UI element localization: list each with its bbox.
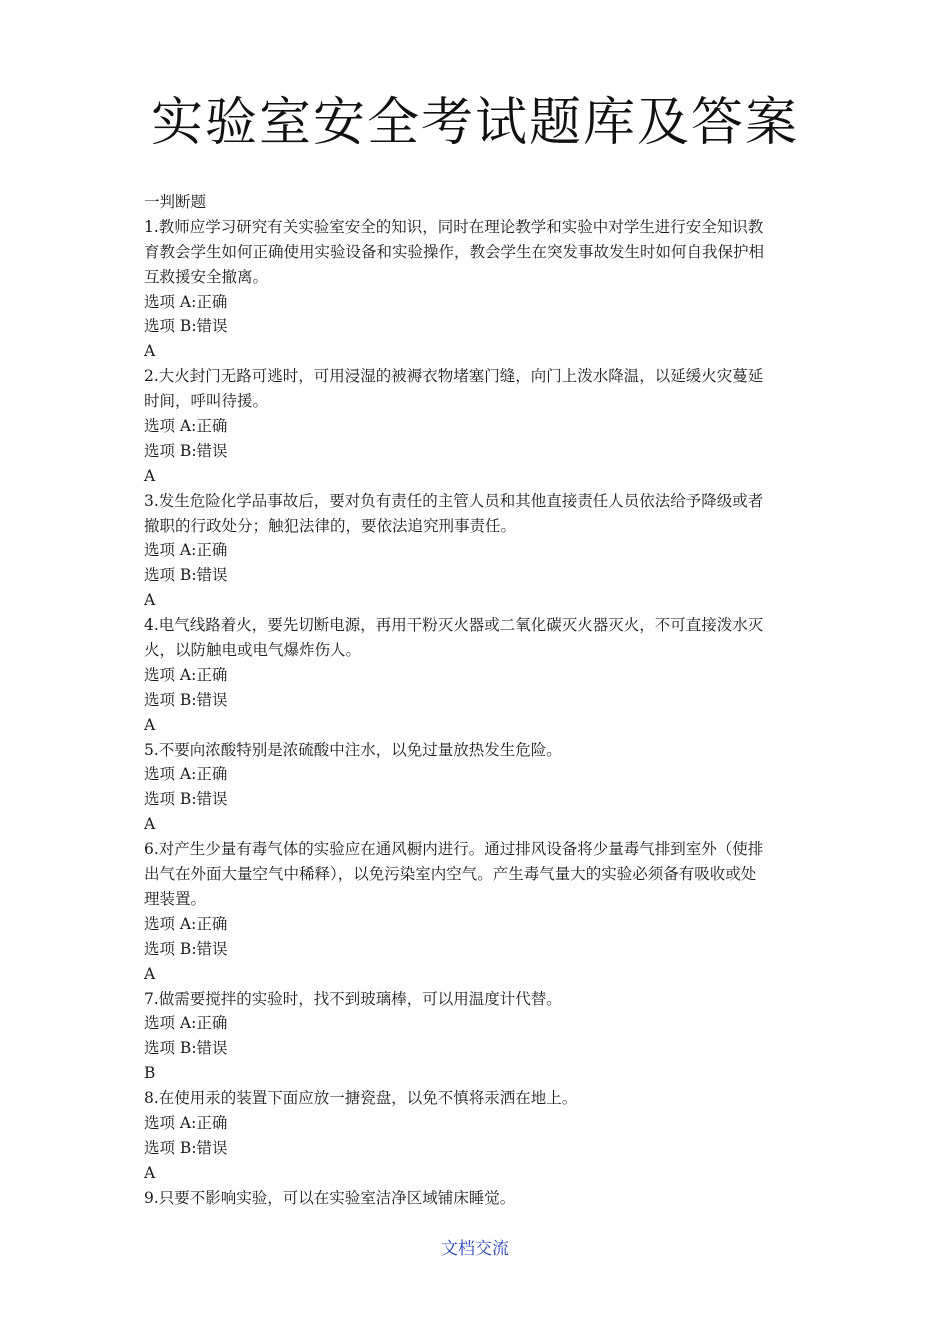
question-item — [144, 489, 810, 613]
question-text-line: 理装置。 — [144, 889, 207, 908]
option-b: 选项 B:错误 — [144, 441, 228, 460]
question-text-line: 6.对产生少量有毒气体的实验应在通风橱内进行。通过排风设备将少量毒气排到室外（使排 — [144, 840, 764, 859]
question-item — [144, 1086, 810, 1186]
footer-link[interactable]: 文档交流 — [441, 1239, 509, 1259]
question-text-line: 7.做需要搅拌的实验时，找不到玻璃棒，可以用温度计代替。 — [144, 989, 562, 1008]
question-text-line: 3.发生危险化学品事故后，要对负有责任的主管人员和其他直接责任人员依法给予降级或者 — [144, 491, 764, 510]
option-a: 选项 A:正确 — [144, 417, 228, 436]
question-list — [144, 190, 810, 1211]
option-b: 选项 B:错误 — [144, 690, 228, 709]
document-title: 实验室安全考试题库及答案 — [150, 93, 799, 153]
question-item — [144, 987, 810, 1087]
question-item — [144, 837, 810, 986]
answer-key: A — [144, 466, 156, 485]
question-text-line: 育教会学生如何正确使用实验设备和实验操作，教会学生在突发事故发生时如何自我保护相 — [144, 242, 765, 261]
option-a: 选项 A:正确 — [144, 292, 228, 311]
question-text-line: 火，以防触电或电气爆炸伤人。 — [144, 641, 362, 660]
answer-key: A — [144, 1163, 156, 1182]
option-b: 选项 B:错误 — [144, 790, 228, 809]
answer-key: B — [144, 1064, 156, 1083]
section-heading: 一判断题 — [144, 193, 207, 211]
answer-key: A — [144, 342, 156, 361]
question-text-line: 9.只要不影响实验，可以在实验室洁净区域铺床睡觉。 — [144, 1188, 516, 1207]
question-text-line: 4.电气线路着火，要先切断电源，再用干粉灭火器或二氧化碳灭火器灭火，不可直接泼水灭 — [144, 616, 764, 635]
question-item — [144, 738, 810, 838]
answer-key: A — [144, 815, 156, 834]
question-text-line: 互救援安全撤离。 — [144, 267, 269, 286]
answer-key: A — [144, 964, 156, 983]
option-b: 选项 B:错误 — [144, 566, 228, 585]
option-b: 选项 B:错误 — [144, 939, 228, 958]
question-text-line: 时间，呼叫待援。 — [144, 392, 269, 411]
question-text-line: 2.大火封门无路可逃时，可用浸湿的被褥衣物堵塞门缝，向门上泼水降温，以延缓火灾蔓延 — [144, 367, 764, 386]
option-b: 选项 B:错误 — [144, 1138, 228, 1157]
question-text-line: 出气在外面大量空气中稀释），以免污染室内空气。产生毒气量大的实验必须备有吸收或处 — [144, 865, 757, 884]
option-a: 选项 A:正确 — [144, 1113, 228, 1132]
question-text-line: 8.在使用汞的装置下面应放一搪瓷盘，以免不慎将汞洒在地上。 — [144, 1089, 578, 1108]
option-a: 选项 A:正确 — [144, 665, 228, 684]
question-text-line: 撤职的行政处分；触犯法律的，要依法追究刑事责任。 — [144, 516, 517, 535]
option-a: 选项 A:正确 — [144, 914, 228, 933]
question-item — [144, 613, 810, 737]
option-a: 选项 A:正确 — [144, 765, 228, 784]
question-item — [144, 215, 810, 364]
question-text-line: 5.不要向浓酸特别是浓硫酸中注水，以免过量放热发生危险。 — [144, 740, 562, 759]
option-a: 选项 A:正确 — [144, 541, 228, 560]
option-a: 选项 A:正确 — [144, 1014, 228, 1033]
answer-key: A — [144, 591, 156, 610]
option-b: 选项 B:错误 — [144, 317, 228, 336]
answer-key: A — [144, 715, 156, 734]
question-text-line: 1.教师应学习研究有关实验室安全的知识，同时在理论教学和实验中对学生进行安全知识教 — [144, 217, 764, 236]
question-item — [144, 364, 810, 488]
option-b: 选项 B:错误 — [144, 1039, 228, 1058]
